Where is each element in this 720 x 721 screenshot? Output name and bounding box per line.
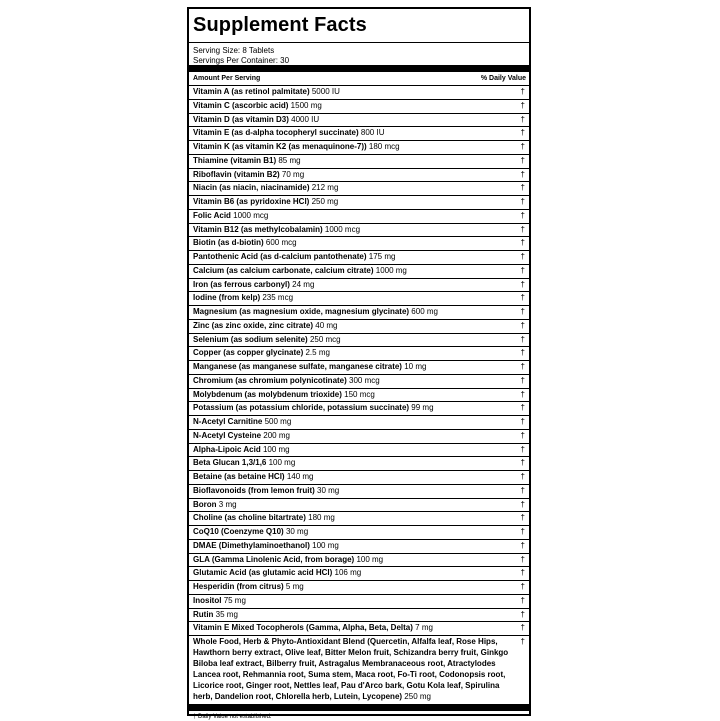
nutrient-daily-value: † — [520, 362, 525, 371]
nutrient-row — [189, 237, 529, 251]
blend-text — [193, 637, 517, 702]
nutrient-name: Hesperidin (from citrus) — [193, 582, 284, 591]
nutrient-amount: 100 mg — [262, 444, 290, 454]
nutrient-name: Beta Glucan 1,3/1,6 — [193, 458, 267, 468]
nutrient-daily-value: † — [520, 444, 525, 454]
nutrient-amount: 250 mg — [311, 197, 339, 206]
nutrient-daily-value: † — [520, 348, 525, 358]
nutrient-name: Zinc (as zinc oxide, zinc citrate) — [193, 320, 314, 330]
nutrient-daily-value: † — [520, 100, 525, 110]
nutrient-name: Vitamin B12 (as methylcobalamin) — [193, 224, 323, 234]
blend-name: Whole Food, Herb & Phyto-Antioxidant Blend (Quercetin, Alfalfa leaf, Rose Hips, Hawthorn berry extract, Olive leaf, Bitter Melon fruit, Schizandra berry fruit, Ginkgo Biloba leaf extract, Bilberry fruit, Astragalus Membranaceous root, Atractylodes Lancea root, Rehmannia root, Suma stem, Maca root, Fo-Ti root, Codonopsis root, Licorice root, Ginger root, Nettles leaf, Pau d'Arco bark, Gotu Kola leaf, Spirulina herb, Dandelion root, Chlorella herb, Lutein, Lycopene) — [193, 637, 509, 701]
nutrient-label — [193, 127, 384, 140]
nutrient-name: Molybdenum (as molybdenum trioxide) — [193, 389, 342, 399]
nutrient-row — [189, 182, 529, 196]
nutrient-name: GLA (Gamma Linolenic Acid, from borage) — [193, 554, 355, 564]
nutrient-daily-value: † — [520, 128, 525, 138]
nutrient-amount: 250 mcg — [309, 334, 341, 344]
nutrient-label — [193, 402, 434, 415]
nutrient-name: Copper (as copper glycinate) — [193, 348, 304, 358]
nutrient-amount: 500 mg — [264, 417, 292, 426]
nutrient-label — [193, 471, 314, 484]
nutrient-daily-value: † — [520, 527, 525, 536]
nutrient-amount: 106 mg — [334, 568, 362, 578]
nutrient-label — [193, 581, 304, 594]
nutrient-name: N-Acetyl Carnitine — [193, 417, 263, 426]
nutrient-amount: 600 mcg — [265, 238, 297, 248]
nutrient-label — [193, 279, 314, 292]
blend-amount: 250 mg — [404, 691, 431, 701]
nutrient-label — [193, 224, 360, 237]
nutrient-daily-value: † — [520, 417, 525, 426]
nutrient-label — [193, 416, 291, 429]
nutrient-name: N-Acetyl Cysteine — [193, 430, 262, 440]
nutrient-name: Alpha-Lipoic Acid — [193, 444, 261, 454]
nutrient-row — [189, 320, 529, 334]
nutrient-amount: 1500 mg — [290, 100, 322, 110]
nutrient-daily-value: † — [520, 609, 525, 619]
nutrient-row — [189, 127, 529, 141]
nutrient-amount: 75 mg — [223, 595, 246, 605]
nutrient-label — [193, 499, 237, 512]
nutrient-row — [189, 86, 529, 100]
nutrient-label — [193, 361, 426, 374]
nutrient-amount: 24 mg — [292, 279, 315, 289]
nutrient-daily-value: † — [520, 568, 525, 578]
nutrient-daily-value: † — [520, 485, 525, 495]
nutrient-row — [189, 210, 529, 224]
nutrient-list — [189, 86, 529, 636]
nutrient-amount: 99 mg — [411, 403, 434, 413]
nutrient-name: DMAE (Dimethylaminoethanol) — [193, 540, 310, 550]
nutrient-row — [189, 402, 529, 416]
nutrient-amount: 10 mg — [404, 362, 427, 371]
nutrient-row — [189, 155, 529, 169]
nutrient-name: Inositol — [193, 595, 222, 605]
nutrient-name: Iodine (from kelp) — [193, 293, 261, 303]
nutrient-label — [193, 100, 322, 113]
nutrient-row — [189, 292, 529, 306]
nutrient-daily-value: † — [520, 499, 525, 509]
daily-value-header: % Daily Value — [480, 75, 526, 82]
nutrient-name: Pantothenic Acid (as d-calcium pantothenate) — [193, 252, 367, 261]
amount-header: Amount Per Serving — [193, 75, 261, 82]
nutrient-amount: 100 mg — [312, 540, 339, 550]
nutrient-row — [189, 444, 529, 458]
nutrient-daily-value: † — [520, 472, 525, 481]
nutrient-label — [193, 595, 246, 608]
nutrient-daily-value: † — [520, 155, 525, 165]
nutrient-name: Selenium (as sodium selenite) — [193, 334, 308, 344]
nutrient-label — [193, 169, 304, 182]
nutrient-label — [193, 457, 295, 470]
nutrient-name: Betaine (as betaine HCl) — [193, 472, 285, 481]
nutrient-row — [189, 471, 529, 485]
nutrient-name: Vitamin A (as retinol palmitate) — [193, 87, 310, 96]
nutrient-name: Iron (as ferrous carbonyl) — [193, 279, 290, 289]
nutrient-amount: 200 mg — [263, 430, 290, 440]
nutrient-label — [193, 210, 268, 223]
nutrient-daily-value: † — [520, 389, 525, 399]
nutrient-amount: 1000 mg — [375, 265, 407, 275]
nutrient-name: Potassium (as potassium chloride, potassium succinate) — [193, 403, 410, 413]
nutrient-label — [193, 485, 339, 498]
nutrient-amount: 800 IU — [360, 128, 385, 138]
nutrient-label — [193, 320, 338, 333]
nutrient-daily-value: † — [520, 114, 525, 124]
nutrient-daily-value: † — [520, 623, 525, 633]
blend-daily-value: † — [520, 637, 525, 646]
nutrient-name: Bioflavonoids (from lemon fruit) — [193, 485, 315, 495]
nutrient-label — [193, 430, 290, 443]
nutrient-label — [193, 609, 238, 622]
nutrient-name: Magnesium (as magnesium oxide, magnesium glycinate) — [193, 307, 410, 316]
nutrient-label — [193, 567, 361, 580]
nutrient-name: Biotin (as d-biotin) — [193, 238, 264, 248]
nutrient-label — [193, 292, 293, 305]
nutrient-daily-value: † — [520, 197, 525, 206]
nutrient-label — [193, 306, 438, 319]
nutrient-name: Vitamin E Mixed Tocopherols (Gamma, Alpha, Beta, Delta) — [193, 623, 413, 633]
nutrient-row — [189, 251, 529, 265]
nutrient-label — [193, 86, 340, 99]
nutrient-amount: 100 mg — [268, 458, 296, 468]
nutrient-daily-value: † — [520, 224, 525, 234]
nutrient-label — [193, 155, 301, 168]
nutrient-name: Manganese (as manganese sulfate, manganese citrate) — [193, 362, 402, 371]
nutrient-row — [189, 457, 529, 471]
nutrient-amount: 70 mg — [281, 169, 305, 179]
nutrient-daily-value: † — [520, 307, 525, 316]
nutrient-amount: 175 mg — [368, 252, 396, 261]
nutrient-amount: 2.5 mg — [305, 348, 330, 358]
nutrient-amount: 1000 mcg — [233, 210, 269, 220]
nutrient-amount: 7 mg — [415, 623, 433, 633]
nutrient-name: Thiamine (vitamin B1) — [193, 155, 277, 165]
nutrient-label — [193, 334, 341, 347]
nutrient-name: CoQ10 (Coenzyme Q10) — [193, 527, 284, 536]
nutrient-daily-value: † — [520, 595, 525, 605]
nutrient-amount: 150 mcg — [344, 389, 375, 399]
nutrient-label — [193, 375, 380, 388]
nutrient-name: Vitamin C (ascorbic acid) — [193, 100, 289, 110]
nutrient-label — [193, 182, 338, 195]
nutrient-label — [193, 196, 338, 209]
nutrient-name: Boron — [193, 499, 217, 509]
nutrient-amount: 35 mg — [215, 609, 238, 619]
nutrient-row — [189, 334, 529, 348]
nutrient-row — [189, 609, 529, 623]
blend-row — [189, 636, 529, 711]
nutrient-amount: 1000 mcg — [324, 224, 361, 234]
nutrient-amount: 235 mcg — [262, 293, 294, 303]
nutrient-row — [189, 169, 529, 183]
nutrient-row — [189, 540, 529, 554]
nutrient-row — [189, 375, 529, 389]
nutrient-row — [189, 389, 529, 403]
nutrient-amount: 180 mg — [308, 513, 335, 523]
nutrient-amount: 5000 IU — [311, 87, 340, 96]
nutrient-daily-value: † — [520, 293, 525, 303]
nutrient-daily-value: † — [520, 87, 525, 96]
nutrient-label — [193, 141, 400, 154]
nutrient-amount: 100 mg — [356, 554, 384, 564]
nutrient-daily-value: † — [520, 169, 525, 179]
nutrient-row — [189, 361, 529, 375]
nutrient-daily-value: † — [520, 265, 525, 275]
nutrient-daily-value: † — [520, 252, 525, 261]
nutrient-name: Chromium (as chromium polynicotinate) — [193, 375, 347, 385]
nutrient-daily-value: † — [520, 554, 525, 564]
nutrient-daily-value: † — [520, 210, 525, 220]
nutrient-daily-value: † — [520, 142, 525, 151]
nutrient-row — [189, 526, 529, 540]
nutrient-amount: 5 mg — [285, 582, 304, 591]
nutrient-daily-value: † — [520, 540, 525, 550]
nutrient-daily-value: † — [520, 334, 525, 344]
nutrient-row — [189, 114, 529, 128]
nutrient-row — [189, 567, 529, 581]
nutrient-name: Niacin (as niacin, niacinamide) — [193, 183, 310, 193]
nutrient-label — [193, 540, 339, 553]
nutrient-row — [189, 485, 529, 499]
nutrient-daily-value: † — [520, 430, 525, 440]
nutrient-row — [189, 430, 529, 444]
thick-divider — [189, 65, 529, 72]
nutrient-row — [189, 581, 529, 595]
nutrient-label — [193, 347, 330, 360]
nutrient-daily-value: † — [520, 375, 525, 385]
nutrient-label — [193, 622, 433, 635]
nutrient-daily-value: † — [520, 183, 525, 193]
serving-info — [189, 43, 529, 65]
nutrient-label — [193, 251, 395, 264]
nutrient-row — [189, 265, 529, 279]
column-header — [189, 72, 529, 86]
nutrient-row — [189, 416, 529, 430]
nutrient-label — [193, 265, 407, 278]
nutrient-label — [193, 237, 297, 250]
nutrient-name: Riboflavin (vitamin B2) — [193, 169, 280, 179]
nutrient-daily-value: † — [520, 279, 525, 289]
nutrient-amount: 212 mg — [311, 183, 339, 193]
nutrient-row — [189, 100, 529, 114]
nutrient-amount: 40 mg — [315, 320, 338, 330]
nutrient-daily-value: † — [520, 582, 525, 591]
nutrient-row — [189, 279, 529, 293]
nutrient-name: Vitamin B6 (as pyridoxine HCl) — [193, 197, 310, 206]
nutrient-row — [189, 595, 529, 609]
nutrient-label — [193, 114, 319, 127]
nutrient-daily-value: † — [520, 403, 525, 413]
nutrient-row — [189, 512, 529, 526]
nutrient-name: Vitamin D (as vitamin D3) — [193, 114, 289, 124]
nutrient-row — [189, 196, 529, 210]
nutrient-row — [189, 499, 529, 513]
nutrient-daily-value: † — [520, 320, 525, 330]
nutrient-name: Glutamic Acid (as glutamic acid HCl) — [193, 568, 333, 578]
nutrient-name: Calcium (as calcium carbonate, calcium citrate) — [193, 265, 374, 275]
nutrient-amount: 4000 IU — [291, 114, 320, 124]
nutrient-amount: 30 mg — [317, 485, 340, 495]
servings-per-container: Servings Per Container: 30 — [193, 56, 290, 65]
nutrient-amount: 180 mcg — [368, 142, 400, 151]
nutrient-row — [189, 347, 529, 361]
nutrient-row — [189, 224, 529, 238]
nutrient-daily-value: † — [520, 238, 525, 248]
nutrient-label — [193, 554, 383, 567]
supplement-facts-panel — [187, 7, 531, 720]
footnote: † Daily Value not established. — [193, 714, 272, 720]
nutrient-label — [193, 444, 290, 457]
nutrient-name: Choline (as choline bitartrate) — [193, 513, 306, 523]
nutrient-label — [193, 389, 375, 402]
nutrient-name: Vitamin K (as vitamin K2 (as menaquinone-7)) — [193, 142, 367, 151]
nutrient-row — [189, 554, 529, 568]
nutrient-name: Rutin — [193, 609, 214, 619]
panel-title: Supplement Facts — [193, 14, 367, 36]
nutrient-row — [189, 622, 529, 636]
nutrient-name: Folic Acid — [193, 210, 231, 220]
nutrient-label — [193, 526, 308, 539]
nutrient-row — [189, 141, 529, 155]
nutrient-amount: 140 mg — [286, 472, 314, 481]
nutrient-daily-value: † — [520, 458, 525, 468]
nutrient-amount: 3 mg — [218, 499, 237, 509]
serving-size: Serving Size: 8 Tablets — [193, 46, 275, 55]
nutrient-daily-value: † — [520, 513, 525, 523]
nutrient-amount: 85 mg — [278, 155, 301, 165]
nutrient-row — [189, 306, 529, 320]
nutrient-name: Vitamin E (as d-alpha tocopheryl succinate) — [193, 128, 359, 138]
nutrient-amount: 300 mcg — [349, 375, 380, 385]
nutrient-amount: 600 mg — [411, 307, 438, 316]
nutrient-label — [193, 512, 335, 525]
nutrient-amount: 30 mg — [285, 527, 309, 536]
